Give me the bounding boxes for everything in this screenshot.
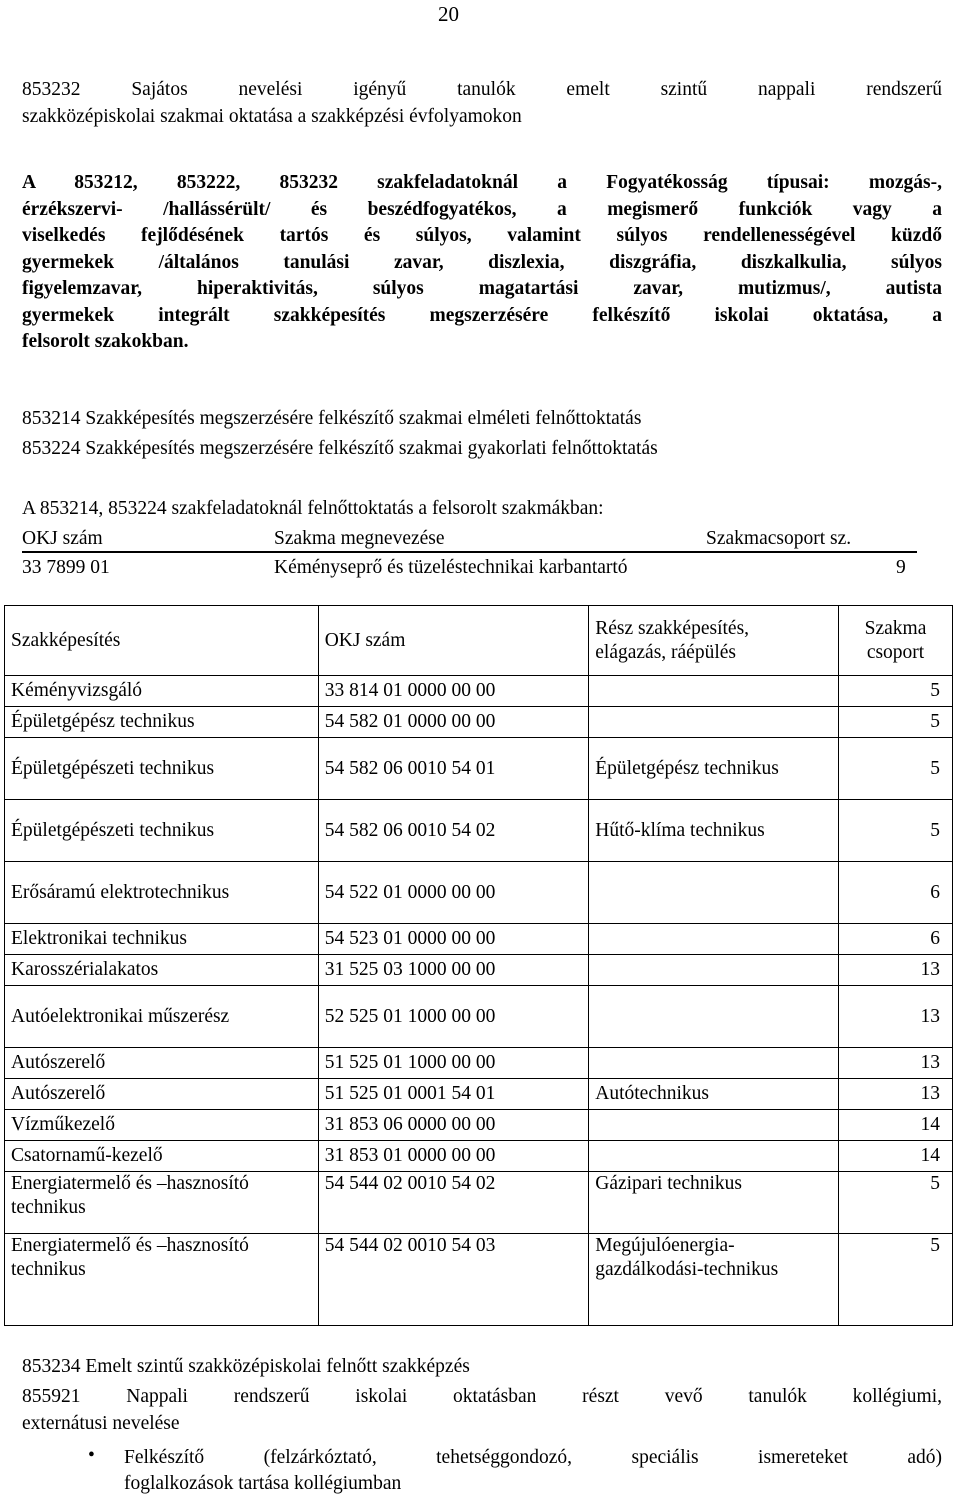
text-line: szakközépiskolai szakmai oktatása a szakképzési évfolyamokon: [22, 105, 522, 127]
text-line: 855921 Nappali rendszerű iskolai oktatásban részt vevő tanulók kollégiumi,: [22, 1386, 942, 1407]
cell-okj: 54 523 01 0000 00 00: [318, 924, 589, 955]
col-header-group: [839, 606, 953, 676]
table-header-row: [5, 606, 953, 676]
cell-okj: 52 525 01 1000 00 00: [318, 986, 589, 1048]
text-line: A 853212, 853222, 853232 szakfeladatoknál a Fogyatékosság típusai: mozgás-,: [22, 172, 942, 193]
cell-group: 13: [839, 1048, 953, 1079]
table-row: [5, 986, 953, 1048]
okj-list-header: [22, 527, 917, 553]
header-okj: OKJ szám: [22, 528, 103, 549]
cell-qualification: Épületgépészeti technikus: [5, 800, 319, 862]
table-row: [5, 1172, 953, 1234]
cell-okj: 54 544 02 0010 54 02: [318, 1172, 589, 1234]
cell-partial: [589, 1048, 839, 1079]
cell-group: 5: [839, 676, 953, 707]
cell-okj: 51 525 01 1000 00 00: [318, 1048, 589, 1079]
adult-education-theory: 853214 Szakképesítés megszerzésére felkészítő szakmai elméleti felnőttoktatás: [22, 408, 642, 429]
col-header-okj: OKJ szám: [318, 606, 589, 676]
cell-partial: Gázipari technikus: [589, 1172, 839, 1234]
adult-education-intro: A 853214, 853224 szakfeladatoknál felnőttoktatás a felsorolt szakmákban:: [22, 498, 604, 519]
cell-partial: [589, 986, 839, 1048]
text-line: Felkészítő (felzárkóztató, tehetséggondozó, speciális ismereteket adó): [124, 1447, 942, 1468]
text-line: gyermekek integrált szakképesítés megszerzésére felkészítő iskolai oktatása, a: [22, 304, 942, 326]
cell-partial: Épületgépész technikus: [589, 738, 839, 800]
text-line: figyelemzavar, hiperaktivitás, súlyos magatartási zavar, mutizmus/, autista: [22, 278, 942, 299]
page-number: 20: [438, 2, 459, 26]
cell-okj: 51 525 01 0001 54 01: [318, 1079, 589, 1110]
table-row: [5, 1234, 953, 1326]
col-header-qualification: Szakképesítés: [5, 606, 319, 676]
section-853232: [22, 77, 942, 130]
cell-qualification: Csatornamű-kezelő: [5, 1141, 319, 1172]
okj-list-row: [22, 556, 917, 582]
cell-qualification: Karosszérialakatos: [5, 955, 319, 986]
cell-group: 6: [839, 924, 953, 955]
cell-group: 13: [839, 986, 953, 1048]
cell-okj: 54 582 06 0010 54 01: [318, 738, 589, 800]
text-line: érzékszervi- /hallássérült/ és beszédfogyatékos, a megismerő funkciók vagy a: [22, 198, 942, 220]
cell-group: 5: [839, 1172, 953, 1234]
table-row: [5, 1048, 953, 1079]
cell-group: 5: [839, 707, 953, 738]
text-line: 853232 Sajátos nevelési igényű tanulók emelt szintű nappali rendszerű: [22, 79, 942, 100]
qualification-table: [4, 605, 953, 1326]
cell-qualification: Épületgépészeti technikus: [5, 738, 319, 800]
cell-qualification: Vízműkezelő: [5, 1110, 319, 1141]
cell-group: 6: [839, 862, 953, 924]
table-row: [5, 800, 953, 862]
bullet-dot: •: [88, 1445, 95, 1466]
cell-partial: Megújulóenergia-gazdálkodási-technikus: [589, 1234, 839, 1326]
cell-group: 5: [839, 1234, 953, 1326]
table-row: [5, 862, 953, 924]
dormitory-education: [22, 1384, 942, 1437]
col-header-group-line1: Szakma: [864, 617, 927, 639]
cell-qualification: Elektronikai technikus: [5, 924, 319, 955]
cell-qualification: Autószerelő: [5, 1048, 319, 1079]
cell-partial: [589, 676, 839, 707]
cell-qualification: Autóelektronikai műszerész: [5, 986, 319, 1048]
cell-partial: [589, 862, 839, 924]
table-row: [5, 1141, 953, 1172]
header-group: Szakmacsoport sz.: [706, 528, 852, 549]
cell-okj: 54 522 01 0000 00 00: [318, 862, 589, 924]
adult-education-practice: 853224 Szakképesítés megszerzésére felkészítő szakmai gyakorlati felnőttoktatás: [22, 438, 658, 459]
text-line: gyermekek /általános tanulási zavar, diszlexia, diszgráfia, diszkalkulia, súlyos: [22, 251, 942, 273]
text-line: felsorolt szakokban.: [22, 331, 189, 352]
table-row: [5, 707, 953, 738]
bullet-item: [124, 1445, 942, 1497]
table-row: [5, 1110, 953, 1141]
row-profession: Kéményseprő és tüzeléstechnikai karbantartó: [274, 557, 628, 578]
cell-partial: Autótechnikus: [589, 1079, 839, 1110]
cell-qualification: Kéményvizsgáló: [5, 676, 319, 707]
table-row: [5, 1079, 953, 1110]
cell-partial: [589, 924, 839, 955]
text-line: foglalkozások tartása kollégiumban: [124, 1473, 402, 1494]
col-header-partial: [589, 606, 839, 676]
cell-partial: Hűtő-klíma technikus: [589, 800, 839, 862]
table-row: [5, 676, 953, 707]
table-row: [5, 955, 953, 986]
cell-okj: 31 853 06 0000 00 00: [318, 1110, 589, 1141]
cell-okj: 54 582 06 0010 54 02: [318, 800, 589, 862]
cell-group: 13: [839, 955, 953, 986]
cell-group: 14: [839, 1110, 953, 1141]
cell-partial: [589, 707, 839, 738]
cell-okj: 33 814 01 0000 00 00: [318, 676, 589, 707]
cell-qualification: Erősáramú elektrotechnikus: [5, 862, 319, 924]
cell-qualification: Energiatermelő és –hasznosító technikus: [5, 1234, 319, 1326]
row-group: 9: [896, 557, 906, 578]
cell-partial: [589, 1110, 839, 1141]
cell-qualification: Épületgépész technikus: [5, 707, 319, 738]
text-line: externátusi nevelése: [22, 1412, 180, 1434]
table-row: [5, 738, 953, 800]
cell-group: 5: [839, 738, 953, 800]
col-header-partial-line1: Rész szakképesítés,: [595, 617, 750, 639]
cell-okj: 31 525 03 1000 00 00: [318, 955, 589, 986]
cell-okj: 31 853 01 0000 00 00: [318, 1141, 589, 1172]
col-header-partial-line2: elágazás, ráépülés: [595, 641, 736, 663]
row-okj: 33 7899 01: [22, 557, 110, 578]
cell-group: 13: [839, 1079, 953, 1110]
cell-qualification: Energiatermelő és –hasznosító technikus: [5, 1172, 319, 1234]
cell-group: 14: [839, 1141, 953, 1172]
cell-group: 5: [839, 800, 953, 862]
col-header-group-line2: csoport: [866, 641, 925, 663]
cell-okj: 54 544 02 0010 54 03: [318, 1234, 589, 1326]
cell-qualification: Autószerelő: [5, 1079, 319, 1110]
cell-partial: [589, 1141, 839, 1172]
section-disability-types: [22, 170, 942, 356]
header-profession: Szakma megnevezése: [274, 528, 445, 549]
table-row: [5, 924, 953, 955]
cell-okj: 54 582 01 0000 00 00: [318, 707, 589, 738]
text-line: viselkedés fejlődésének tartós és súlyos, valamint súlyos rendellenességével küzdő: [22, 225, 942, 246]
advanced-vocational-adult: 853234 Emelt szintű szakközépiskolai felnőtt szakképzés: [22, 1356, 470, 1377]
cell-partial: [589, 955, 839, 986]
